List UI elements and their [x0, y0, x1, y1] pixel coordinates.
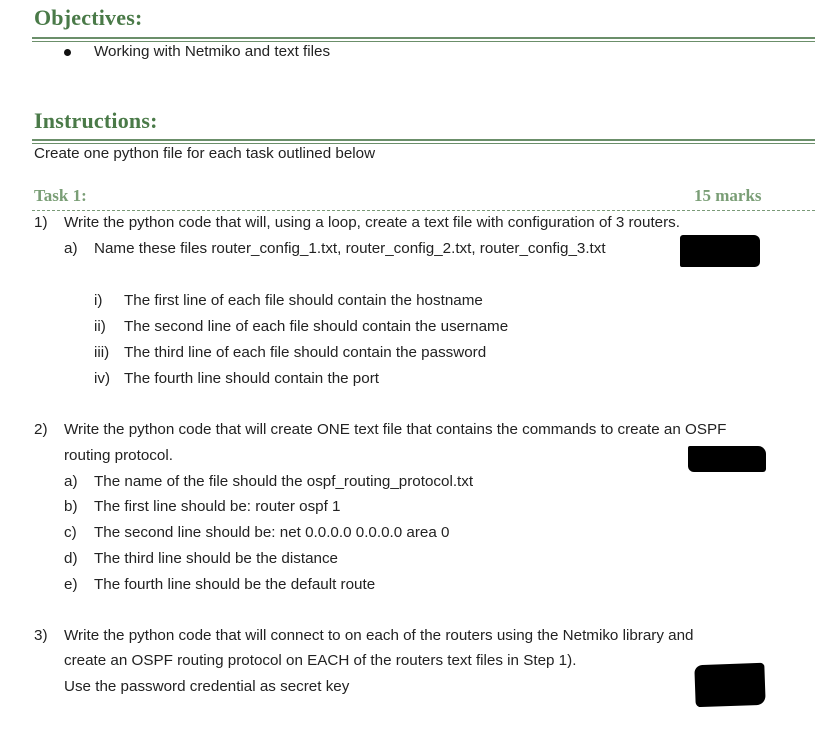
- objectives-heading: Objectives:: [34, 5, 143, 30]
- sub-item: The second line should be: net 0.0.0.0 0.0.0.0 area 0: [94, 524, 450, 541]
- roman-marker: i): [94, 292, 103, 309]
- roman-item: The fourth line should contain the port: [124, 370, 379, 387]
- question-text: create an OSPF routing protocol on EACH of the routers text files in Step 1).: [64, 652, 577, 669]
- sub-marker: e): [64, 576, 78, 593]
- redaction-mark: [694, 663, 765, 707]
- roman-marker: ii): [94, 318, 106, 335]
- sub-item: Name these files router_config_1.txt, router_config_2.txt, router_config_3.txt: [94, 240, 606, 257]
- task-rule: [32, 210, 815, 211]
- roman-marker: iii): [94, 344, 110, 361]
- objectives-rule-bottom: [32, 41, 815, 42]
- sub-item: The first line should be: router ospf 1: [94, 498, 341, 515]
- sub-marker: c): [64, 524, 77, 541]
- instructions-rule-bottom: [32, 143, 815, 144]
- instructions-heading: Instructions:: [34, 108, 158, 133]
- objectives-rule-top: [32, 37, 815, 39]
- question-number: 2): [34, 421, 48, 438]
- question-text: Write the python code that will connect to on each of the routers using the Netmiko library and: [64, 627, 694, 644]
- question-text: routing protocol.: [64, 447, 173, 464]
- redaction-mark: [680, 235, 760, 267]
- sub-item: The fourth line should be the default route: [94, 576, 376, 593]
- task-marks: 15 marks: [694, 186, 762, 205]
- roman-item: The second line of each file should contain the username: [124, 318, 509, 335]
- sub-marker: a): [64, 240, 78, 257]
- question-text: Write the python code that will, using a loop, create a text file with configuration of 3 routers.: [64, 214, 680, 231]
- roman-item: The first line of each file should contain the hostname: [124, 292, 483, 309]
- sub-marker: d): [64, 550, 78, 567]
- task-label: Task 1:: [34, 186, 87, 205]
- question-text: Write the python code that will create ONE text file that contains the commands to create an OSPF: [64, 421, 727, 438]
- instructions-rule-top: [32, 139, 815, 141]
- roman-marker: iv): [94, 370, 111, 387]
- redaction-mark: [688, 446, 766, 472]
- sub-marker: b): [64, 498, 78, 515]
- instructions-intro: Create one python file for each task outlined below: [34, 145, 376, 162]
- objective-item: Working with Netmiko and text files: [94, 43, 331, 60]
- question-text: Use the password credential as secret key: [64, 678, 350, 695]
- question-number: 1): [34, 214, 48, 231]
- roman-item: The third line of each file should contain the password: [124, 344, 487, 361]
- question-number: 3): [34, 627, 48, 644]
- bullet-icon: [64, 49, 71, 56]
- sub-item: The name of the file should the ospf_routing_protocol.txt: [94, 473, 474, 490]
- sub-item: The third line should be the distance: [94, 550, 339, 567]
- sub-marker: a): [64, 473, 78, 490]
